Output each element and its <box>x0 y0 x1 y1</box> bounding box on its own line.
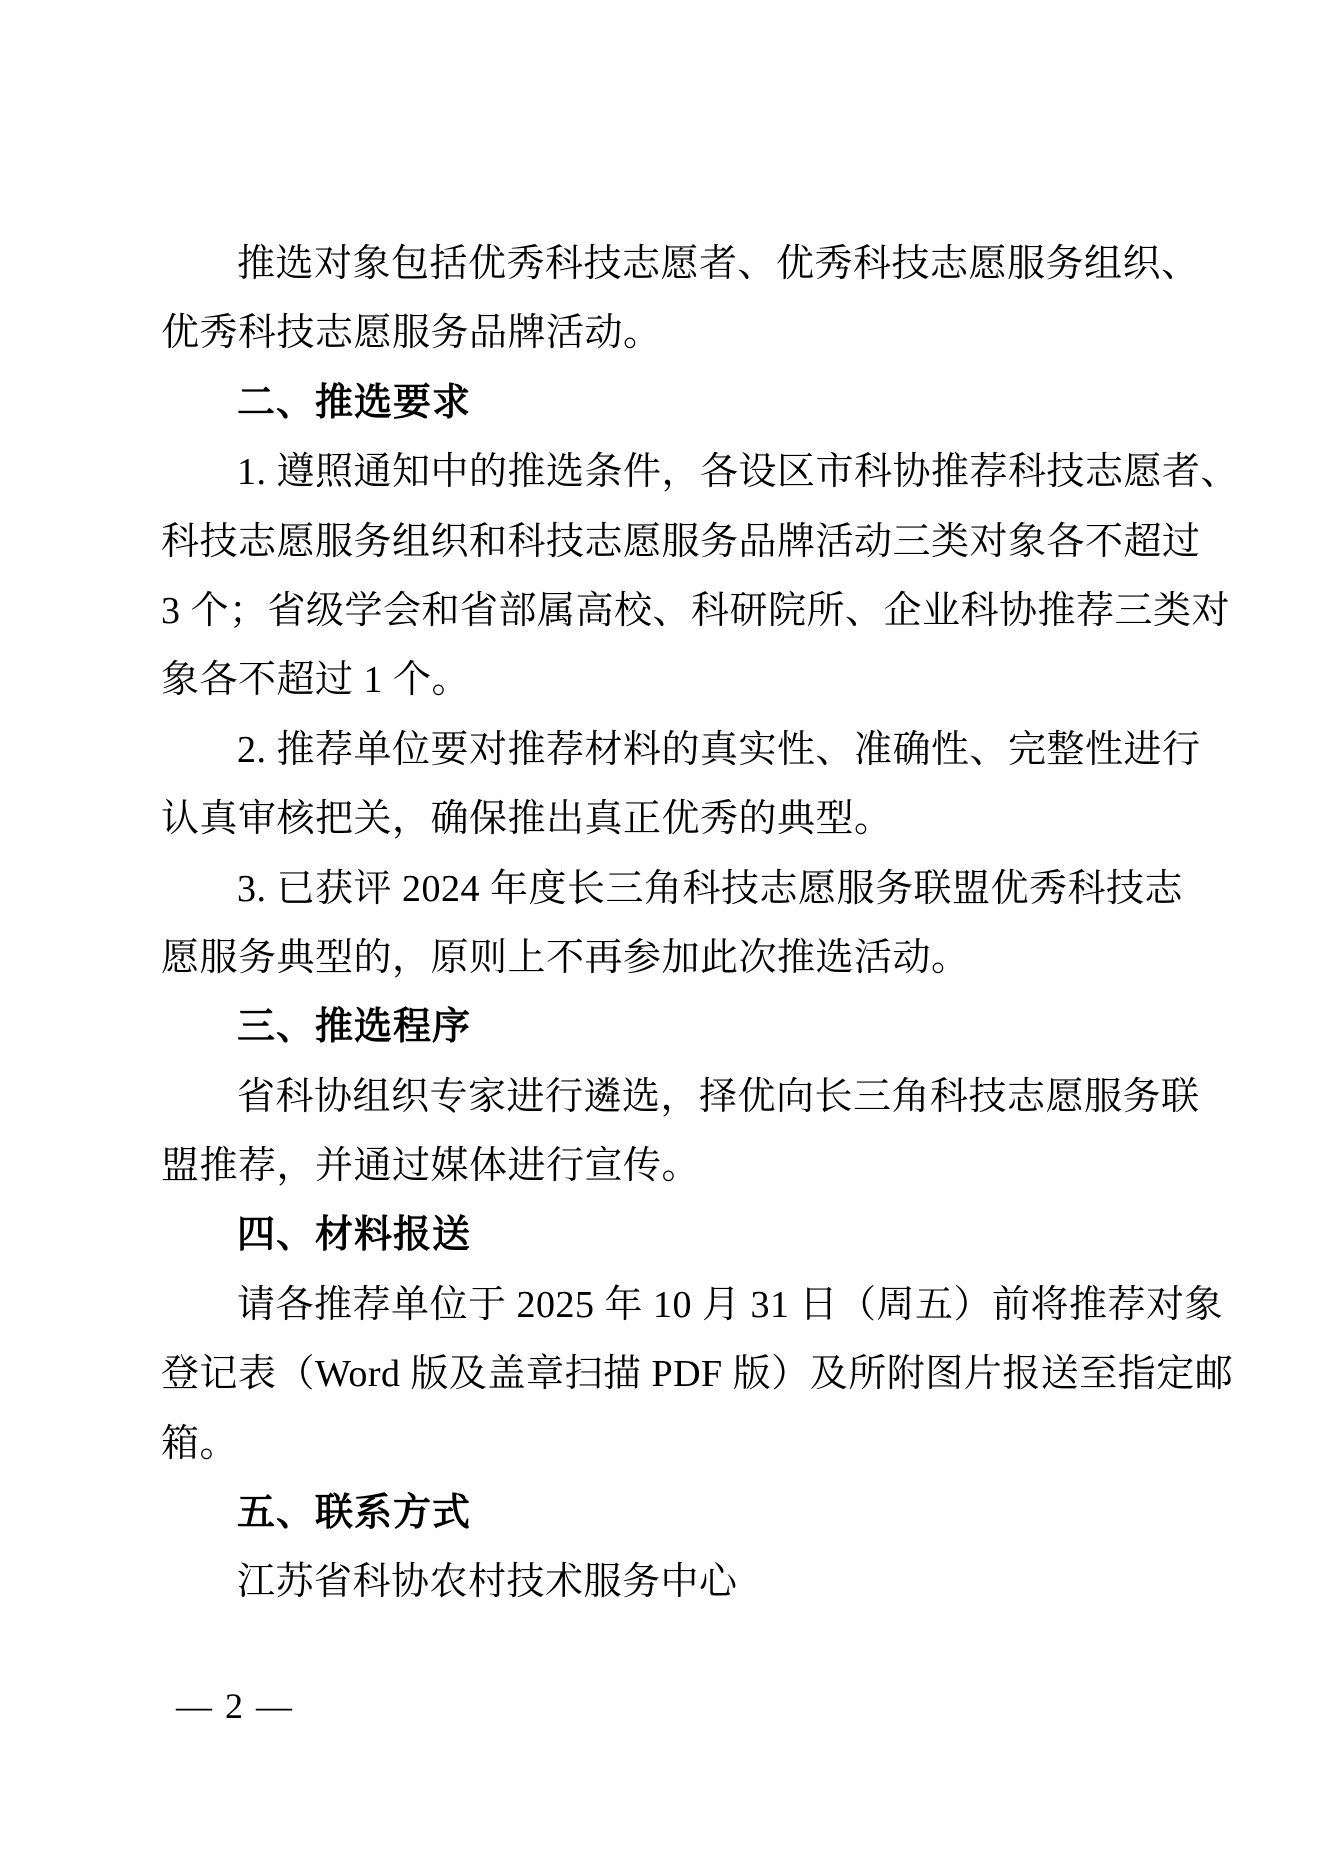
text-line: 推选对象包括优秀科技志愿者、优秀科技志愿服务组织、 <box>237 243 1200 285</box>
section-heading: 三、推选程序 <box>237 1006 472 1049</box>
text-line: 箱。 <box>161 1422 239 1465</box>
section-heading: 五、联系方式 <box>237 1492 472 1535</box>
text-line: 2. 推荐单位要对推荐材料的真实性、准确性、完整性进行 <box>237 728 1201 771</box>
text-line: 科技志愿服务组织和科技志愿服务品牌活动三类对象各不超过 <box>161 520 1201 563</box>
text-line: 省科协组织专家进行遴选，择优向长三角科技志愿服务联 <box>237 1075 1200 1118</box>
text-line: 请各推荐单位于 2025 年 10 月 31 日（周五）前将推荐对象 <box>237 1283 1224 1326</box>
text-line: 登记表（Word 版及盖章扫描 PDF 版）及所附图片报送至指定邮 <box>161 1353 1234 1396</box>
text-line: 愿服务典型的，原则上不再参加此次推选活动。 <box>161 936 970 979</box>
text-line: 象各不超过 1 个。 <box>161 659 471 702</box>
section-heading: 四、材料报送 <box>237 1214 472 1257</box>
document-body <box>161 230 1240 1618</box>
text-line: 3 个；省级学会和省部属高校、科研院所、企业科协推荐三类对 <box>161 589 1231 632</box>
text-line: 优秀科技志愿服务品牌活动。 <box>161 312 662 355</box>
text-line: 江苏省科协农村技术服务中心 <box>237 1561 738 1604</box>
text-line: 1. 遵照通知中的推选条件，各设区市科协推荐科技志愿者、 <box>237 451 1240 494</box>
text-line: 盟推荐，并通过媒体进行宣传。 <box>161 1145 701 1188</box>
text-line: 3. 已获评 2024 年度长三角科技志愿服务联盟优秀科技志 <box>237 867 1184 910</box>
section-heading: 二、推选要求 <box>237 381 472 424</box>
text-line: 认真审核把关，确保推出真正优秀的典型。 <box>161 798 893 841</box>
page-number: — 2 — <box>176 1686 294 1726</box>
